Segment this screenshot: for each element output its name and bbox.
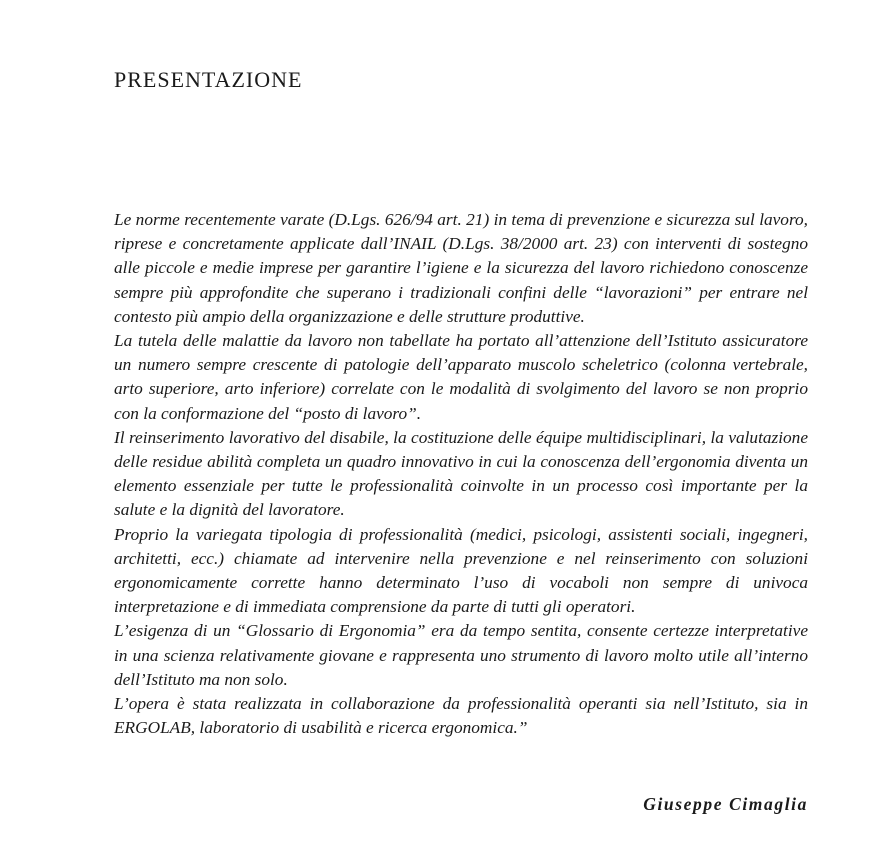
signature: Giuseppe Cimaglia [643, 794, 808, 814]
paragraph-opera: L’opera è stata realizzata in collaborazione da professionalità operanti sia nell’Istituto, sia in ERGOLAB, laboratorio di usabilità e ricerca ergonomica.” [114, 694, 808, 738]
paragraph-tutela: La tutela delle malattie da lavoro non tabellate ha portato all’attenzione dell’Istituto assicuratore un numero sempre crescente di patologie dell’apparato muscolo scheletrico (colonna vertebrale, arto superiore, arto inferiore) correlate con le modalità di svolgimento del lavoro se non proprio con la conformazione del “posto di lavoro”. [114, 331, 808, 423]
paragraph-norme: Le norme recentemente varate (D.Lgs. 626/94 art. 21) in tema di prevenzione e sicurezza sul lavoro, riprese e concretamente applicate dall’INAIL (D.Lgs. 38/2000 art. 23) con interventi di sostegno alle piccole e medie imprese per garantire l’igiene e la sicurezza del lavoro richiedono conoscenze sempre più approfondite che superano i tradizionali confini delle “lavorazioni” per entrare nel contesto più ampio della organizzazione e delle strutture produttive. [114, 210, 808, 326]
page-title: PRESENTAZIONE [114, 67, 303, 92]
body-text [114, 208, 808, 740]
paragraph-reinserimento: Il reinserimento lavorativo del disabile, la costituzione delle équipe multidisciplinari, la valutazione delle residue abilità completa un quadro innovativo in cui la conoscenza dell’ergonomia diventa un elemento essenziale per tutte le professionalità coinvolte in un processo così importante per la salute e la dignità del lavoratore. [114, 427, 808, 520]
paragraph-professionalita: Proprio la variegata tipologia di professionalità (medici, psicologi, assistenti sociali, ingegneri, architetti, ecc.) chiamate ad intervenire nella prevenzione e nel reinserimento con soluzioni ergonomicamente corrette hanno determinato l’uso di vocaboli non sempre di univoca interpretazione e di immediata comprensione da parte di tutti gli operatori. [114, 524, 808, 617]
paragraph-glossario: L’esigenza di un “Glossario di Ergonomia” era da tempo sentita, consente certezze interpretative in una scienza relativamente giovane e rappresenta uno strumento di lavoro molto utile all’interno dell’Istituto ma non solo. [114, 621, 808, 689]
